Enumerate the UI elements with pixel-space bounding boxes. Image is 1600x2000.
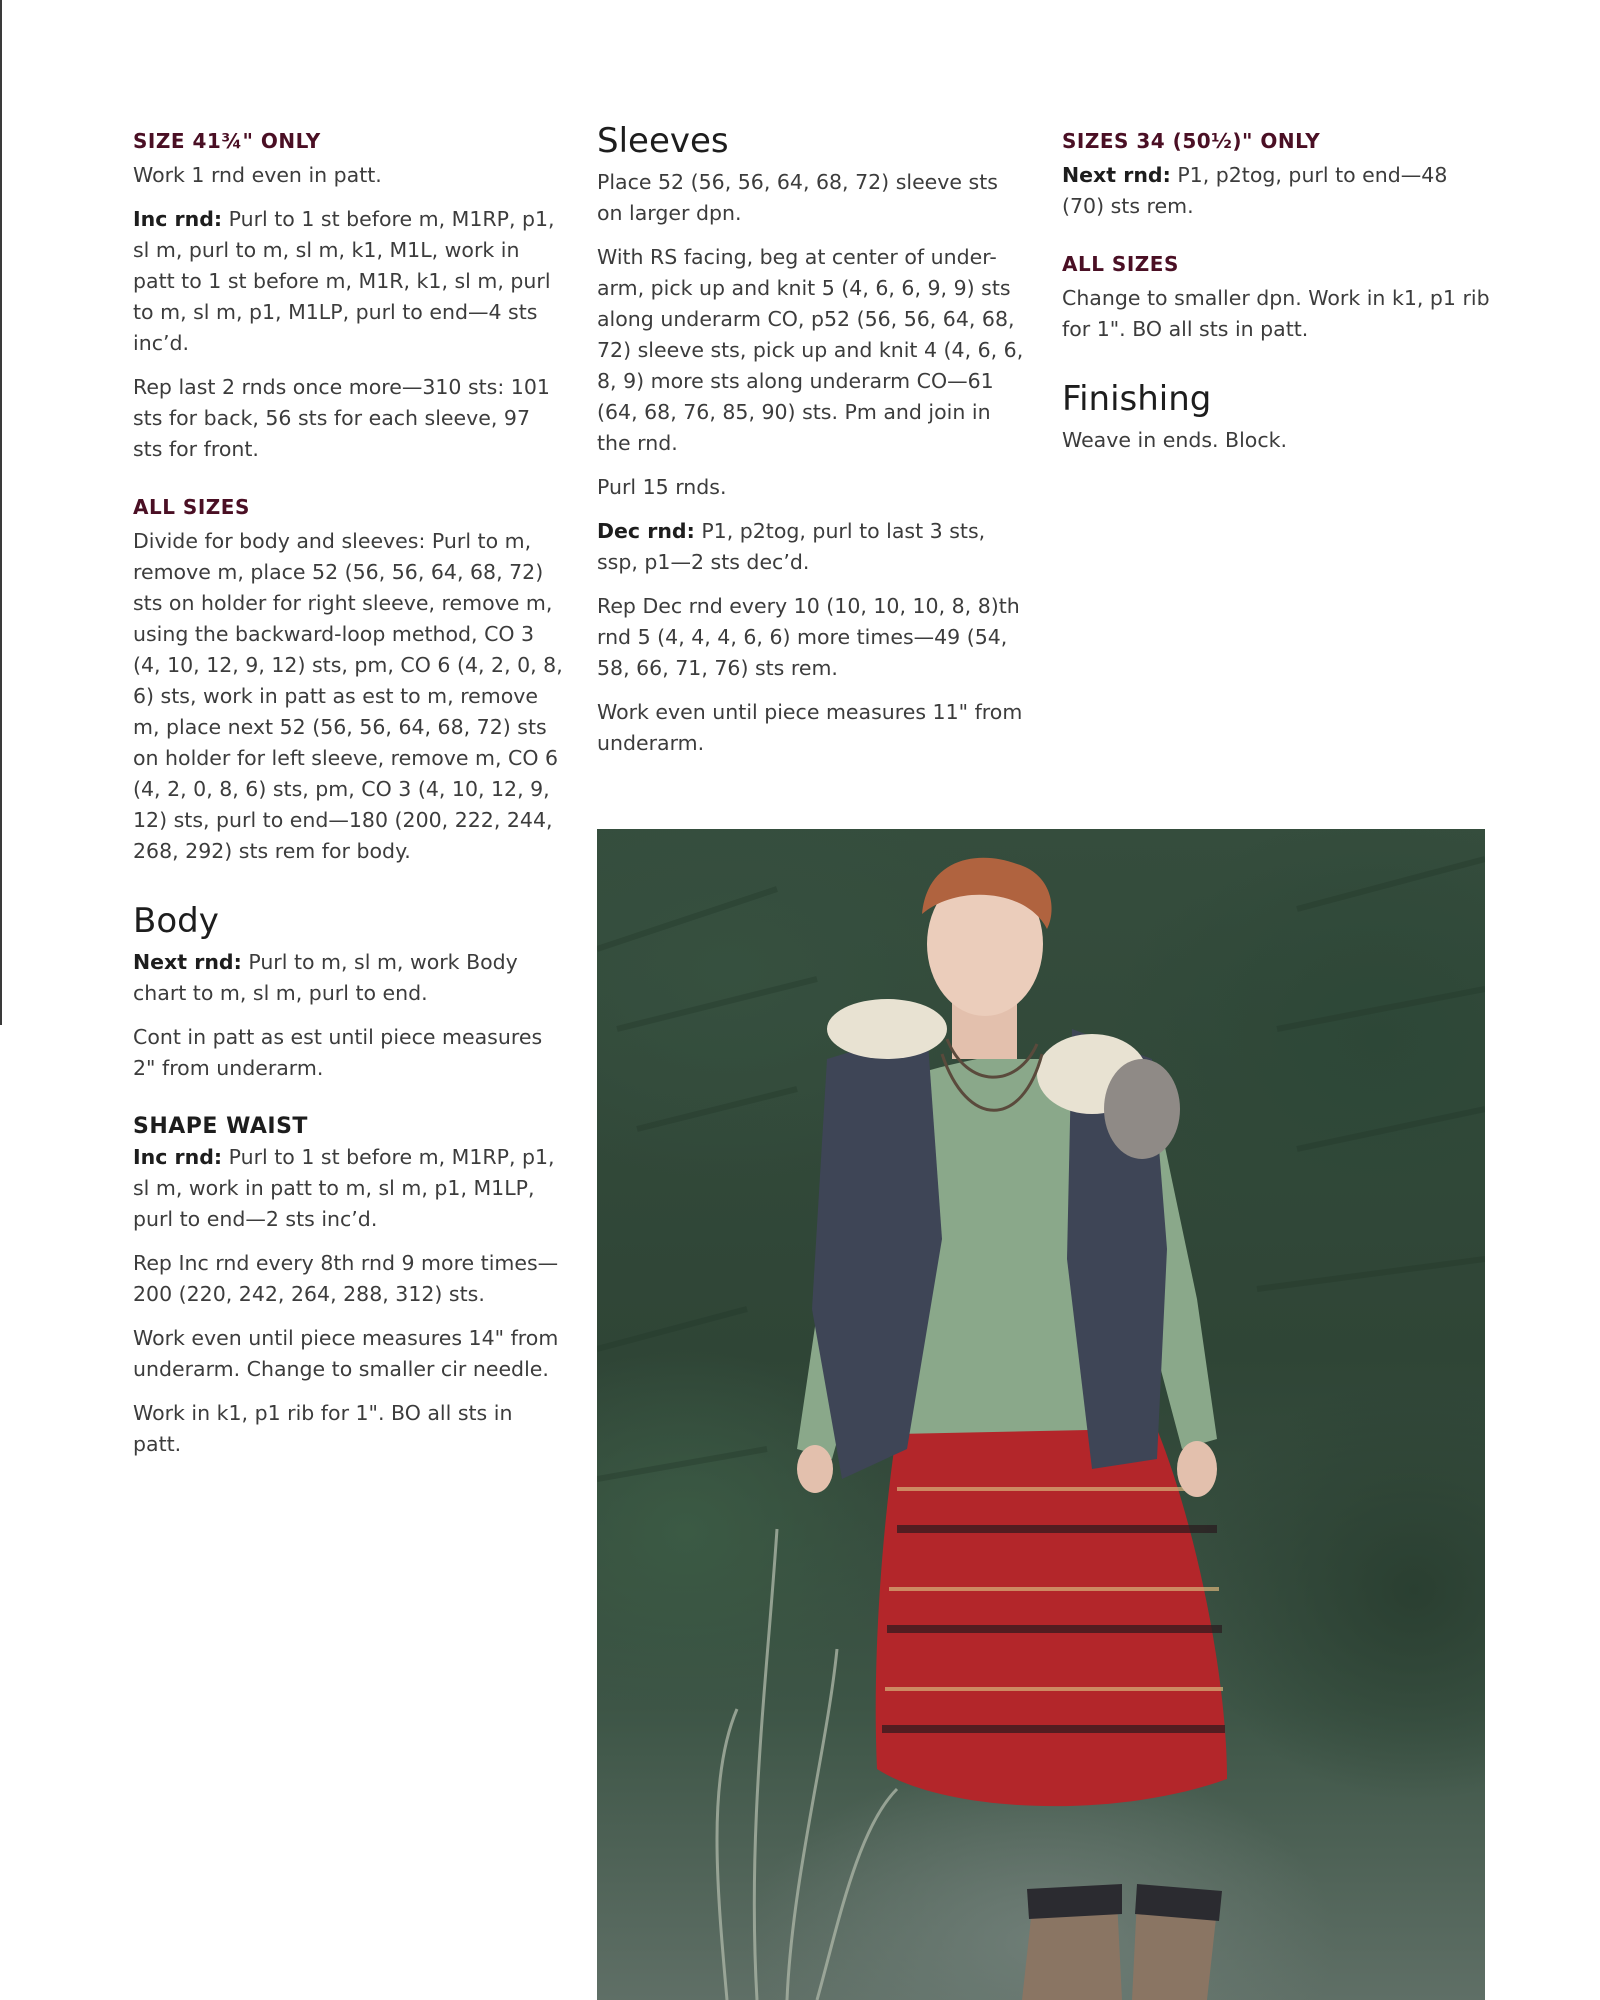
all-sizes-label: ALL SIZES [1062,252,1179,276]
section-heading-finishing: Finishing [1062,379,1212,419]
paragraph-text: P1, p2tog, purl to last 3 sts, ssp, p1—2 sts dec’d. [597,519,986,575]
model-photo [597,829,1485,2000]
section-heading-sleeves: Sleeves [597,121,729,161]
paragraph [597,516,1029,578]
paragraph [133,947,565,1009]
model-illustration [597,829,1485,2000]
paragraph: Work even until piece measures 14" from underarm. Change to smaller cir needle. [133,1325,559,1381]
paragraph-lead: Next rnd: [1062,163,1171,187]
paragraph-lead: Next rnd: [133,950,242,975]
column-middle [597,122,1029,772]
column-right [1062,128,1494,469]
paragraph: Cont in patt as est until piece measures 2" from underarm. [133,1025,543,1081]
paragraph-lead: Inc rnd: [133,1144,223,1169]
paragraph-text: Purl to m, sl m, work Body chart to m, sl m, purl to end. [133,950,518,1006]
all-sizes-label: ALL SIZES [133,495,250,519]
paragraph: Change to smaller dpn. Work in k1, p1 rib for 1". BO all sts in patt. [1062,286,1490,341]
paragraph-text: P1, p2tog, purl to end—48 (70) sts rem. [1062,163,1448,218]
shape-waist-label: SHAPE WAIST [133,1114,308,1140]
paragraph [133,204,565,359]
section-heading-body: Body [133,901,219,941]
paragraph: Rep last 2 rnds once more—310 sts: 101 sts for back, 56 sts for each sleeve, 97 sts for front. [133,375,550,461]
size-label: SIZE 41¾" ONLY [133,129,321,153]
paragraph [1062,160,1494,222]
paragraph: Work even until piece measures 11" from underarm. [597,700,1023,756]
paragraph: With RS facing, beg at center of under-arm, pick up and knit 5 (4, 6, 6, 9, 9) sts along underarm CO, p52 (56, 56, 64, 68, 72) sleeve sts, pick up and knit 4 (4, 6, 6, 8, 9) more sts along underarm CO—61 (64, 68, 76, 85, 90) sts. Pm and join in the rnd. [597,245,1024,456]
paragraph: Work in k1, p1 rib for 1". BO all sts in patt. [133,1400,513,1456]
column-left [133,128,565,1473]
paragraph-lead: Inc rnd: [133,207,223,231]
paragraph: Weave in ends. Block. [1062,428,1287,453]
paragraph-lead: Dec rnd: [597,519,695,544]
left-edge-rule [0,0,2,1025]
paragraph: Purl 15 rnds. [597,475,727,500]
paragraph-text: Purl to 1 st before m, M1RP, p1, sl m, work in patt to m, sl m, p1, M1LP, purl to end—2 sts inc’d. [133,1144,555,1231]
paragraph-text: Purl to 1 st before m, M1RP, p1, sl m, purl to m, sl m, k1, M1L, work in patt to 1 st before m, M1R, k1, sl m, purl to m, sl m, p1, M1LP, purl to end—4 sts inc’d. [133,207,555,355]
paragraph [133,1142,565,1235]
skirt [876,1424,1227,1806]
paragraph: Place 52 (56, 56, 64, 68, 72) sleeve sts on larger dpn. [597,170,998,226]
paragraph: Divide for body and sleeves: Purl to m, remove m, place 52 (56, 56, 64, 68, 72) sts on holder for right sleeve, remove m, using the backward-loop method, CO 3 (4, 10, 12, 9, 12) sts, pm, CO 6 (4, 2, 0, 8, 6) sts, work in patt as est to m, remove m, place next 52 (56, 56, 64, 68, 72) sts on holder for left sleeve, remove m, CO 6 (4, 2, 0, 8, 6) sts, pm, CO 3 (4, 10, 12, 9, 12) sts, purl to end—180 (200, 222, 244, 268, 292) sts rem for body. [133,529,563,863]
paragraph: Work 1 rnd even in patt. [133,163,382,187]
paragraph: Rep Inc rnd every 8th rnd 9 more times—200 (220, 242, 264, 288, 312) sts. [133,1250,559,1306]
paragraph: Rep Dec rnd every 10 (10, 10, 10, 8, 8)th rnd 5 (4, 4, 4, 6, 6) more times—49 (54, 58, 66, 71, 76) sts rem. [597,594,1020,681]
sizes-label: SIZES 34 (50½)" ONLY [1062,129,1321,153]
